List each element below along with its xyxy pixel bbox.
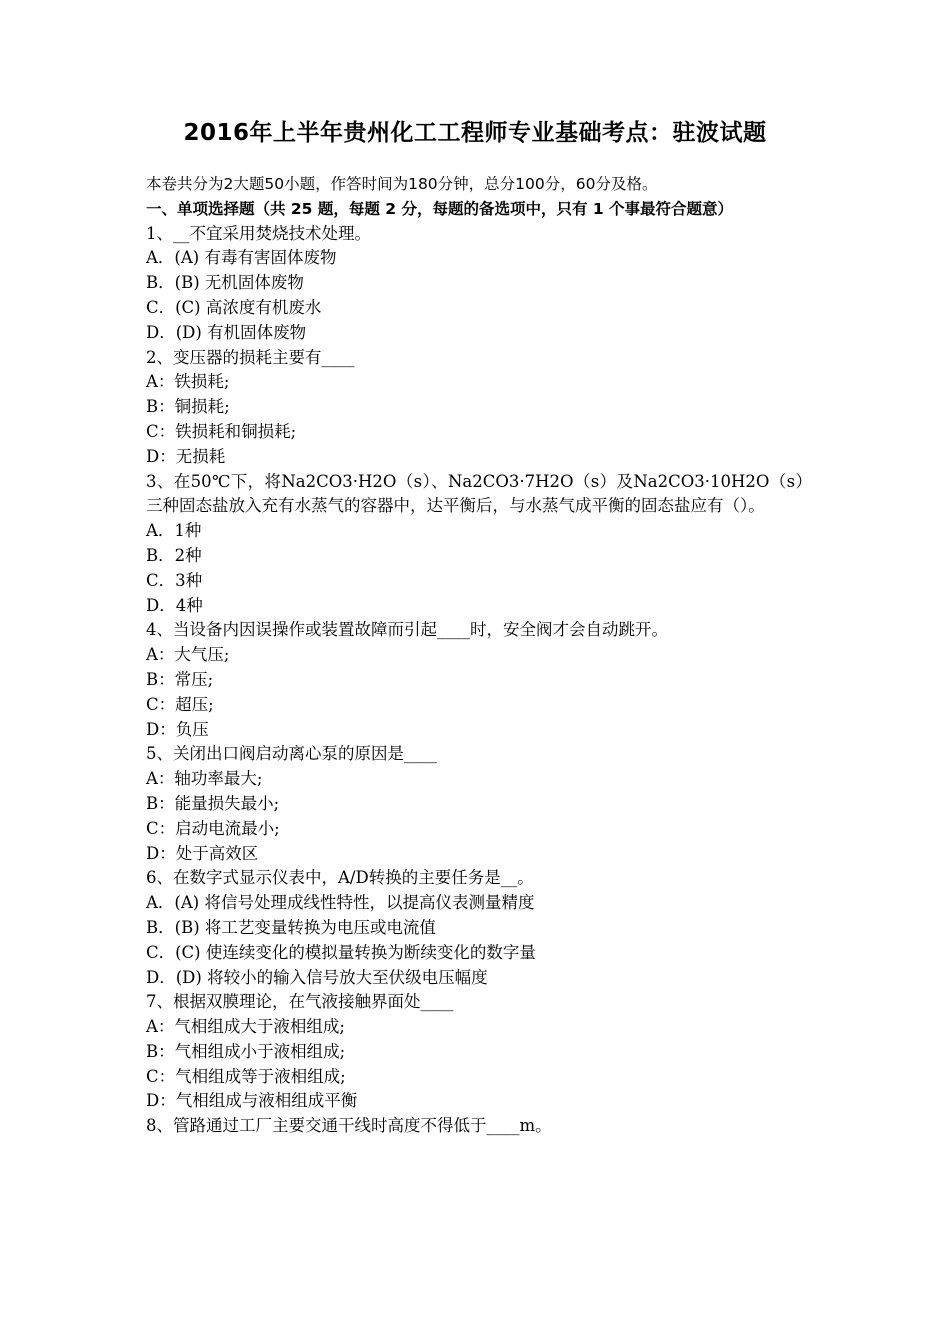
question-6-option-b: B．(B) 将工艺变量转换为电压或电流值 <box>146 917 436 937</box>
question-4-option-a: A：大气压; <box>146 645 230 665</box>
question-5-option-d: D：处于高效区 <box>146 843 259 863</box>
section-heading: 一、单项选择题（共 25 题，每题 2 分，每题的备选项中，只有 1 个事最符合题意） <box>146 199 734 218</box>
question-3-stem: 3、在50℃下，将Na2CO3·H2O（s）、Na2CO3·7H2O（s）及Na2CO3·10H2O（s）三种固态盐放入充有水蒸气的容器中，达平衡后，与水蒸气成平衡的固态盐应有（）。 <box>146 471 812 516</box>
question-3-option-c: C．3种 <box>146 570 203 590</box>
question-1-option-d: D．(D) 有机固体废物 <box>146 322 307 342</box>
question-5-option-a: A：轴功率最大; <box>146 769 263 789</box>
question-5-option-c: C：启动电流最小; <box>146 818 280 838</box>
question-2-option-a: A：铁损耗; <box>146 372 230 392</box>
question-4-stem: 4、当设备内因误操作或装置故障而引起____时，安全阀才会自动跳开。 <box>146 620 668 640</box>
question-3-option-b: B．2种 <box>146 545 202 565</box>
question-6-option-c: C．(C) 使连续变化的模拟量转换为断续变化的数字量 <box>146 942 536 962</box>
question-3-option-d: D．4种 <box>146 595 203 615</box>
question-1-option-a: A．(A) 有毒有害固体废物 <box>146 248 337 268</box>
question-2-option-c: C：铁损耗和铜损耗; <box>146 421 297 441</box>
exam-intro: 本卷共分为2大题50小题，作答时间为180分钟，总分100分，60分及格。 <box>146 175 658 193</box>
question-6-option-d: D．(D) 将较小的输入信号放大至伏级电压幅度 <box>146 967 488 987</box>
question-1-stem: 1、__不宜采用焚烧技术处理。 <box>146 223 371 243</box>
question-7-option-d: D：气相组成与液相组成平衡 <box>146 1091 358 1111</box>
question-6-stem: 6、在数字式显示仪表中，A/D转换的主要任务是__。 <box>146 868 534 888</box>
question-4-option-b: B：常压; <box>146 669 214 689</box>
question-2-option-b: B：铜损耗; <box>146 397 230 417</box>
question-3-option-a: A．1种 <box>146 521 202 541</box>
question-7-option-a: A：气相组成大于液相组成; <box>146 1017 345 1037</box>
question-7-option-c: C：气相组成等于液相组成; <box>146 1066 346 1086</box>
document-body <box>146 172 812 1139</box>
question-1-option-c: C．(C) 高浓度有机废水 <box>146 297 322 317</box>
question-4-option-c: C：超压; <box>146 694 214 714</box>
question-8-stem: 8、管路通过工厂主要交通干线时高度不得低于____m。 <box>146 1116 552 1136</box>
question-5-option-b: B：能量损失最小; <box>146 793 280 813</box>
page-title: 2016年上半年贵州化工工程师专业基础考点：驻波试题 <box>183 120 767 146</box>
question-7-stem: 7、根据双膜理论，在气液接触界面处____ <box>146 992 454 1012</box>
question-2-stem: 2、变压器的损耗主要有____ <box>146 347 355 367</box>
question-5-stem: 5、关闭出口阀启动离心泵的原因是____ <box>146 744 437 764</box>
question-2-option-d: D：无损耗 <box>146 446 226 466</box>
question-4-option-d: D：负压 <box>146 719 209 739</box>
question-6-option-a: A．(A) 将信号处理成线性特性，以提高仪表测量精度 <box>146 893 535 913</box>
question-1-option-b: B．(B) 无机固体废物 <box>146 273 304 293</box>
question-7-option-b: B：气相组成小于液相组成; <box>146 1041 346 1061</box>
